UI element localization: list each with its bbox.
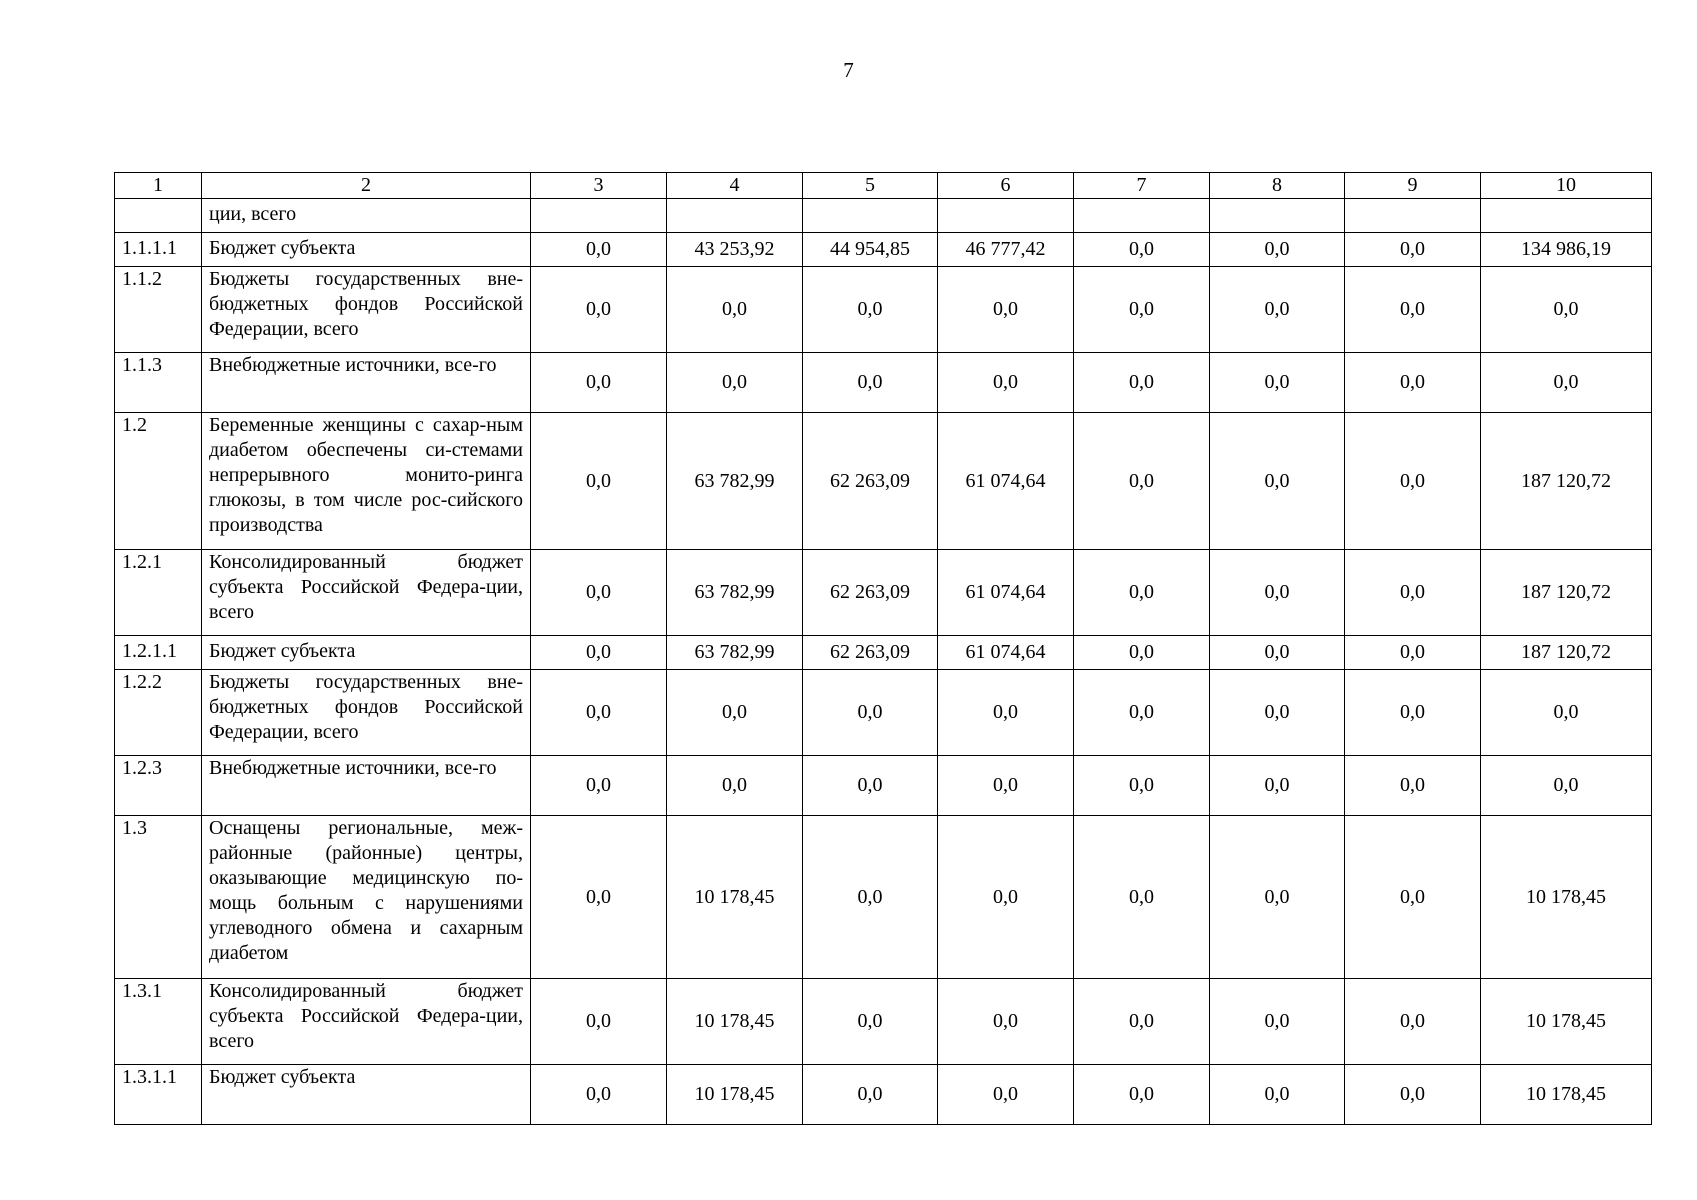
column-header: 2	[202, 173, 531, 199]
row-value: 187 120,72	[1481, 550, 1652, 636]
budget-table	[114, 172, 1652, 1125]
row-value: 0,0	[1210, 353, 1345, 413]
row-value: 63 782,99	[667, 550, 803, 636]
row-value: 0,0	[531, 756, 667, 816]
row-value: 0,0	[1074, 550, 1210, 636]
row-value: 0,0	[531, 979, 667, 1065]
row-code: 1.1.2	[115, 267, 202, 353]
row-value: 61 074,64	[938, 413, 1074, 550]
row-value: 10 178,45	[667, 816, 803, 979]
row-name: Оснащены региональные, меж-районные (районные) центры, оказывающие медицинскую по-мощь больным с нарушениями углеводного обмена и сахарным диабетом	[202, 816, 531, 979]
row-value: 0,0	[1481, 353, 1652, 413]
row-value: 0,0	[667, 756, 803, 816]
table-row	[115, 267, 1652, 353]
row-value: 43 253,92	[667, 233, 803, 267]
row-code: 1.1.3	[115, 353, 202, 413]
column-header: 7	[1074, 173, 1210, 199]
row-name: Внебюджетные источники, все-го	[202, 353, 531, 413]
row-value: 0,0	[938, 1065, 1074, 1125]
row-value: 0,0	[1210, 816, 1345, 979]
row-code	[115, 199, 202, 233]
column-header: 10	[1481, 173, 1652, 199]
row-value: 0,0	[667, 353, 803, 413]
column-header: 5	[803, 173, 938, 199]
row-value: 0,0	[938, 670, 1074, 756]
row-value: 0,0	[1345, 233, 1481, 267]
row-name: Внебюджетные источники, все-го	[202, 756, 531, 816]
row-value: 0,0	[1210, 233, 1345, 267]
row-value	[531, 199, 667, 233]
row-value: 0,0	[1210, 413, 1345, 550]
row-value: 0,0	[531, 816, 667, 979]
row-value: 0,0	[1210, 267, 1345, 353]
row-value: 0,0	[1345, 267, 1481, 353]
row-value: 62 263,09	[803, 550, 938, 636]
row-value: 134 986,19	[1481, 233, 1652, 267]
row-name: Бюджет субъекта	[202, 636, 531, 670]
table-row	[115, 413, 1652, 550]
row-name: Бюджет субъекта	[202, 233, 531, 267]
table-row	[115, 233, 1652, 267]
row-value: 0,0	[531, 233, 667, 267]
row-value: 0,0	[1345, 353, 1481, 413]
row-name: Бюджеты государственных вне-бюджетных фондов Российской Федерации, всего	[202, 267, 531, 353]
row-value: 0,0	[1074, 1065, 1210, 1125]
row-value: 0,0	[531, 550, 667, 636]
row-value: 62 263,09	[803, 413, 938, 550]
row-value: 187 120,72	[1481, 636, 1652, 670]
row-value: 187 120,72	[1481, 413, 1652, 550]
row-name: Консолидированный бюджет субъекта Российской Федера-ции, всего	[202, 550, 531, 636]
row-value: 0,0	[1345, 979, 1481, 1065]
row-name: ции, всего	[202, 199, 531, 233]
column-header: 1	[115, 173, 202, 199]
table-row	[115, 816, 1652, 979]
column-header: 9	[1345, 173, 1481, 199]
row-value: 0,0	[531, 636, 667, 670]
row-code: 1.2.2	[115, 670, 202, 756]
row-value: 0,0	[803, 353, 938, 413]
row-code: 1.1.1.1	[115, 233, 202, 267]
row-value: 0,0	[1074, 816, 1210, 979]
row-value: 0,0	[667, 267, 803, 353]
row-value: 0,0	[1345, 756, 1481, 816]
row-value: 0,0	[1210, 756, 1345, 816]
column-header: 3	[531, 173, 667, 199]
row-value: 0,0	[1345, 670, 1481, 756]
row-name: Беременные женщины с сахар-ным диабетом обеспечены си-стемами непрерывного монито-ринга глюкозы, в том числе рос-сийского производства	[202, 413, 531, 550]
row-value: 61 074,64	[938, 550, 1074, 636]
row-value: 0,0	[803, 756, 938, 816]
row-value: 0,0	[1210, 1065, 1345, 1125]
row-code: 1.2.1.1	[115, 636, 202, 670]
row-value: 63 782,99	[667, 413, 803, 550]
row-value: 0,0	[531, 267, 667, 353]
row-code: 1.2	[115, 413, 202, 550]
row-value: 0,0	[1074, 979, 1210, 1065]
row-code: 1.3.1	[115, 979, 202, 1065]
table-row	[115, 199, 1652, 233]
page-number: 7	[843, 58, 854, 82]
row-value: 0,0	[531, 1065, 667, 1125]
row-value: 0,0	[803, 979, 938, 1065]
row-value: 0,0	[1210, 550, 1345, 636]
row-value: 0,0	[938, 816, 1074, 979]
row-value: 63 782,99	[667, 636, 803, 670]
table-row	[115, 353, 1652, 413]
row-value: 61 074,64	[938, 636, 1074, 670]
row-value: 0,0	[1345, 413, 1481, 550]
table-row	[115, 670, 1652, 756]
row-value: 10 178,45	[1481, 979, 1652, 1065]
row-value: 0,0	[938, 979, 1074, 1065]
row-value: 0,0	[1074, 670, 1210, 756]
row-name: Консолидированный бюджет субъекта Российской Федера-ции, всего	[202, 979, 531, 1065]
row-value: 0,0	[938, 353, 1074, 413]
column-header: 4	[667, 173, 803, 199]
table-row	[115, 1065, 1652, 1125]
table-row	[115, 636, 1652, 670]
row-value	[1074, 199, 1210, 233]
column-header: 8	[1210, 173, 1345, 199]
row-value: 0,0	[1074, 756, 1210, 816]
table-row	[115, 756, 1652, 816]
row-value: 0,0	[938, 756, 1074, 816]
row-value: 10 178,45	[1481, 816, 1652, 979]
row-value: 0,0	[1345, 816, 1481, 979]
row-value: 0,0	[803, 267, 938, 353]
row-value	[938, 199, 1074, 233]
row-value: 0,0	[531, 353, 667, 413]
row-value: 46 777,42	[938, 233, 1074, 267]
row-name: Бюджет субъекта	[202, 1065, 531, 1125]
row-code: 1.2.1	[115, 550, 202, 636]
row-value: 10 178,45	[667, 1065, 803, 1125]
row-value: 0,0	[1345, 636, 1481, 670]
table-row	[115, 979, 1652, 1065]
row-value: 0,0	[803, 816, 938, 979]
table-row	[115, 550, 1652, 636]
column-header: 6	[938, 173, 1074, 199]
row-value: 0,0	[531, 670, 667, 756]
row-value: 44 954,85	[803, 233, 938, 267]
row-value: 0,0	[1481, 756, 1652, 816]
row-value: 0,0	[1074, 267, 1210, 353]
header-row	[115, 173, 1652, 199]
row-value	[1345, 199, 1481, 233]
row-value: 0,0	[1210, 636, 1345, 670]
row-value: 10 178,45	[1481, 1065, 1652, 1125]
row-code: 1.3	[115, 816, 202, 979]
row-value: 0,0	[667, 670, 803, 756]
row-value	[667, 199, 803, 233]
row-value: 0,0	[803, 670, 938, 756]
row-value: 0,0	[1481, 267, 1652, 353]
row-value: 0,0	[1074, 353, 1210, 413]
row-value	[1210, 199, 1345, 233]
row-value: 0,0	[1481, 670, 1652, 756]
row-value	[1481, 199, 1652, 233]
row-value: 10 178,45	[667, 979, 803, 1065]
row-value: 0,0	[531, 413, 667, 550]
row-value: 0,0	[803, 1065, 938, 1125]
row-code: 1.2.3	[115, 756, 202, 816]
row-value: 62 263,09	[803, 636, 938, 670]
row-value: 0,0	[1074, 413, 1210, 550]
row-value: 0,0	[938, 267, 1074, 353]
row-name: Бюджеты государственных вне-бюджетных фондов Российской Федерации, всего	[202, 670, 531, 756]
row-value: 0,0	[1210, 979, 1345, 1065]
row-value: 0,0	[1210, 670, 1345, 756]
row-code: 1.3.1.1	[115, 1065, 202, 1125]
row-value: 0,0	[1074, 636, 1210, 670]
row-value: 0,0	[1345, 550, 1481, 636]
row-value	[803, 199, 938, 233]
row-value: 0,0	[1074, 233, 1210, 267]
row-value: 0,0	[1345, 1065, 1481, 1125]
